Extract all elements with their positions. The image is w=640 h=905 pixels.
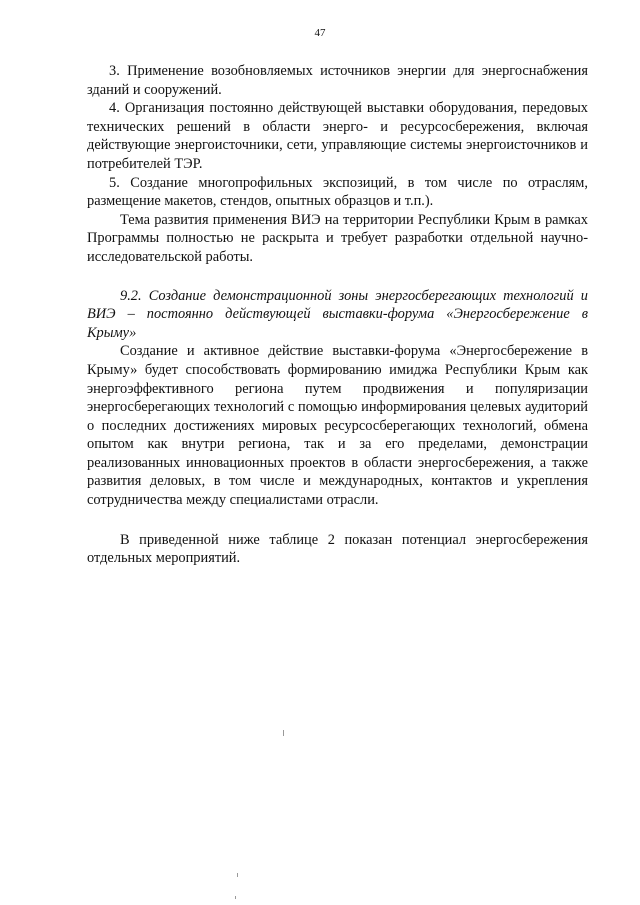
list-item-3: 3. Применение возобновляемых источников энергии для энергоснабжения зданий и сооружений. bbox=[87, 63, 588, 98]
list-item-4: 4. Организация постоянно действующей выставки оборудования, передовых технических решений в области энерго- и ресурсосбережения, включая действующие энергоисточники, сети, управляющие системы энергоисточников и потребителей ТЭР. bbox=[87, 100, 588, 172]
vie-topic-paragraph: Тема развития применения ВИЭ на территории Республики Крым в рамках Программы полностью не раскрыта и требует разработки отдельной научно-исследовательской работы. bbox=[87, 211, 588, 265]
section-heading: 9.2. Создание демонстрационной зоны энергосберегающих технологий и ВИЭ – постоянно действующей выставки-форума «Энергосбережение в Крыму» bbox=[87, 287, 588, 341]
closing-paragraph: В приведенной ниже таблице 2 показан потенциал энергосбережения отдельных мероприятий. bbox=[87, 531, 588, 567]
scan-speck bbox=[237, 873, 238, 877]
document-body bbox=[87, 62, 588, 568]
scan-speck bbox=[283, 730, 284, 736]
section-body-paragraph: Создание и активное действие выставки-форума «Энергосбережение в Крыму» будет способствовать формированию имиджа Республики Крым как энергоэффективного региона путем продвижения и популяризации энергосберегающих технологий с помощью информирования целевых аудиторий о последних достижениях мировых ресурсосберегающих технологий, обмена опытом как внутри региона, так и за его пределами, демонстрации реализованных инновационных проектов в области энергосбережения, а также развития деловых, в том числе и международных, контактов и укрепления сотрудничества между специалистами отрасли. bbox=[87, 343, 588, 509]
page-number: 47 bbox=[314, 27, 326, 39]
scan-speck bbox=[235, 896, 236, 899]
list-item-5: 5. Создание многопрофильных экспозиций, в том числе по отраслям, размещение макетов, стендов, опытных образцов и т.п.). bbox=[87, 174, 588, 210]
